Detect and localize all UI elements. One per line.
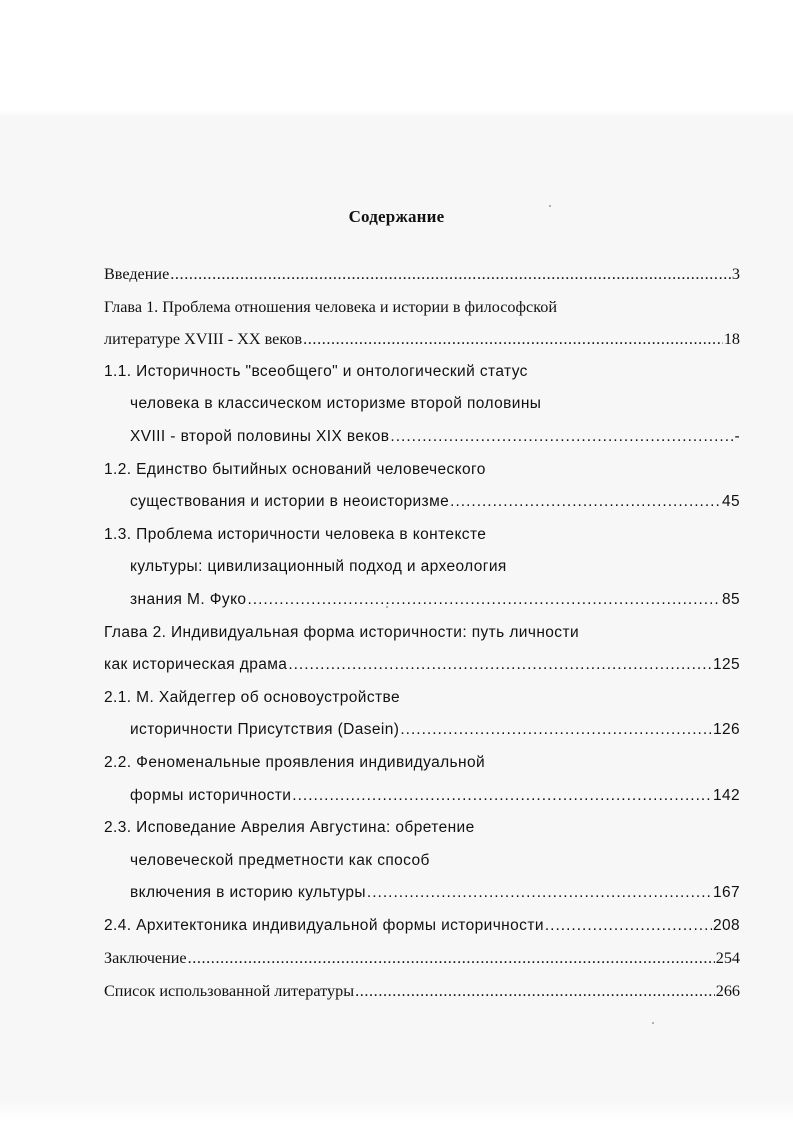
toc-entry-section-2-3-end bbox=[104, 877, 740, 910]
toc-entry-page: 208 bbox=[712, 916, 740, 934]
toc-entry-page: 18 bbox=[723, 330, 740, 349]
toc-entry-label: включения в историю культуры bbox=[130, 884, 366, 902]
toc-entry-page: 125 bbox=[712, 656, 740, 674]
toc-entry-label: Список использованной литературы bbox=[104, 982, 355, 1001]
toc-entry-label: человека в классическом историзме второй половины bbox=[130, 395, 542, 413]
toc-leader-dots bbox=[292, 780, 712, 813]
toc-entry-section-2-3-cont bbox=[104, 845, 740, 878]
toc-entry-introduction bbox=[104, 258, 740, 291]
toc-entry-section-1-3-end bbox=[104, 584, 740, 617]
toc-entry-label: знания М. Фуко bbox=[130, 590, 247, 608]
toc-entry-label: Глава 2. Индивидуальная форма историчности: путь личности bbox=[104, 623, 580, 641]
toc-leader-dots bbox=[288, 649, 712, 682]
toc-entry-page: 85 bbox=[721, 590, 740, 608]
toc-entry-page: 167 bbox=[712, 884, 740, 902]
table-of-contents bbox=[104, 258, 740, 1008]
toc-leader-dots bbox=[400, 714, 712, 747]
toc-entry-label: Заключение bbox=[104, 949, 187, 968]
toc-entry-section-2-3 bbox=[104, 812, 740, 845]
toc-entry-conclusion bbox=[104, 942, 740, 975]
toc-leader-dots bbox=[390, 421, 733, 454]
toc-entry-page: 266 bbox=[715, 982, 740, 1001]
toc-entry-label: существования и истории в неоисторизме bbox=[130, 493, 450, 511]
toc-entry-section-1-1 bbox=[104, 356, 740, 389]
toc-leader-dots bbox=[545, 910, 712, 943]
toc-entry-section-2-4 bbox=[104, 910, 740, 943]
toc-entry-label: формы историчности bbox=[130, 786, 292, 804]
toc-entry-page: 142 bbox=[712, 786, 740, 804]
toc-entry-chapter-2 bbox=[104, 617, 740, 650]
toc-entry-label: Введение bbox=[104, 265, 170, 283]
toc-entry-label: Глава 1. Проблема отношения человека и истории в философской bbox=[104, 297, 557, 316]
toc-entry-chapter-1 bbox=[104, 291, 740, 324]
toc-entry-section-2-1 bbox=[104, 682, 740, 715]
toc-entry-label: 2.4. Архитектоника индивидуальной формы историчности bbox=[104, 916, 544, 934]
toc-leader-dots bbox=[303, 323, 723, 356]
toc-entry-bibliography bbox=[104, 975, 740, 1008]
toc-leader-dots bbox=[170, 258, 731, 291]
page-title: Содержание bbox=[348, 207, 445, 226]
toc-leader-dots bbox=[450, 486, 721, 519]
scan-speck bbox=[386, 606, 388, 608]
toc-entry-label: 2.3. Исповедание Аврелия Августина: обретение bbox=[104, 819, 475, 837]
toc-entry-label: человеческой предметности как способ bbox=[130, 851, 430, 869]
toc-entry-page: 45 bbox=[721, 493, 740, 511]
toc-leader-dots bbox=[355, 975, 715, 1008]
scan-speck bbox=[652, 1022, 654, 1024]
toc-entry-label: 1.3. Проблема историчности человека в контексте bbox=[104, 525, 487, 543]
toc-entry-section-2-2 bbox=[104, 747, 740, 780]
toc-entry-page: - bbox=[734, 427, 740, 445]
toc-entry-label: 1.2. Единство бытийных оснований человеческого bbox=[104, 460, 486, 478]
toc-entry-label: 1.1. Историчность "всеобщего" и онтологический статус bbox=[104, 362, 528, 380]
toc-leader-dots bbox=[367, 877, 712, 910]
toc-entry-label: историчности Присутствия (Dasein) bbox=[130, 721, 400, 739]
toc-entry-section-1-1-cont bbox=[104, 388, 740, 421]
toc-entry-page: 254 bbox=[715, 949, 740, 968]
toc-entry-section-1-3 bbox=[104, 519, 740, 552]
scan-speck bbox=[549, 205, 551, 207]
toc-entry-label: культуры: цивилизационный подход и археология bbox=[130, 558, 507, 576]
toc-entry-section-1-2-end bbox=[104, 486, 740, 519]
toc-entry-label: 2.1. М. Хайдеггер об основоустройстве bbox=[104, 688, 400, 706]
toc-entry-page: 126 bbox=[712, 721, 740, 739]
toc-leader-dots bbox=[188, 942, 715, 975]
toc-entry-section-2-1-end bbox=[104, 714, 740, 747]
toc-entry-chapter-2-cont bbox=[104, 649, 740, 682]
toc-entry-label: литературе XVIII - XX веков bbox=[104, 330, 303, 349]
toc-entry-label: как историческая драма bbox=[104, 656, 288, 674]
toc-entry-label: 2.2. Феноменальные проявления индивидуальной bbox=[104, 753, 486, 771]
toc-leader-dots bbox=[247, 584, 721, 617]
toc-entry-page: 3 bbox=[731, 265, 740, 283]
toc-entry-label: XVIII - второй половины XIX веков bbox=[130, 427, 390, 445]
toc-entry-chapter-1-cont bbox=[104, 323, 740, 356]
toc-entry-section-1-1-end bbox=[104, 421, 740, 454]
toc-entry-section-1-3-cont bbox=[104, 551, 740, 584]
toc-entry-section-2-2-end bbox=[104, 780, 740, 813]
toc-entry-section-1-2 bbox=[104, 454, 740, 487]
